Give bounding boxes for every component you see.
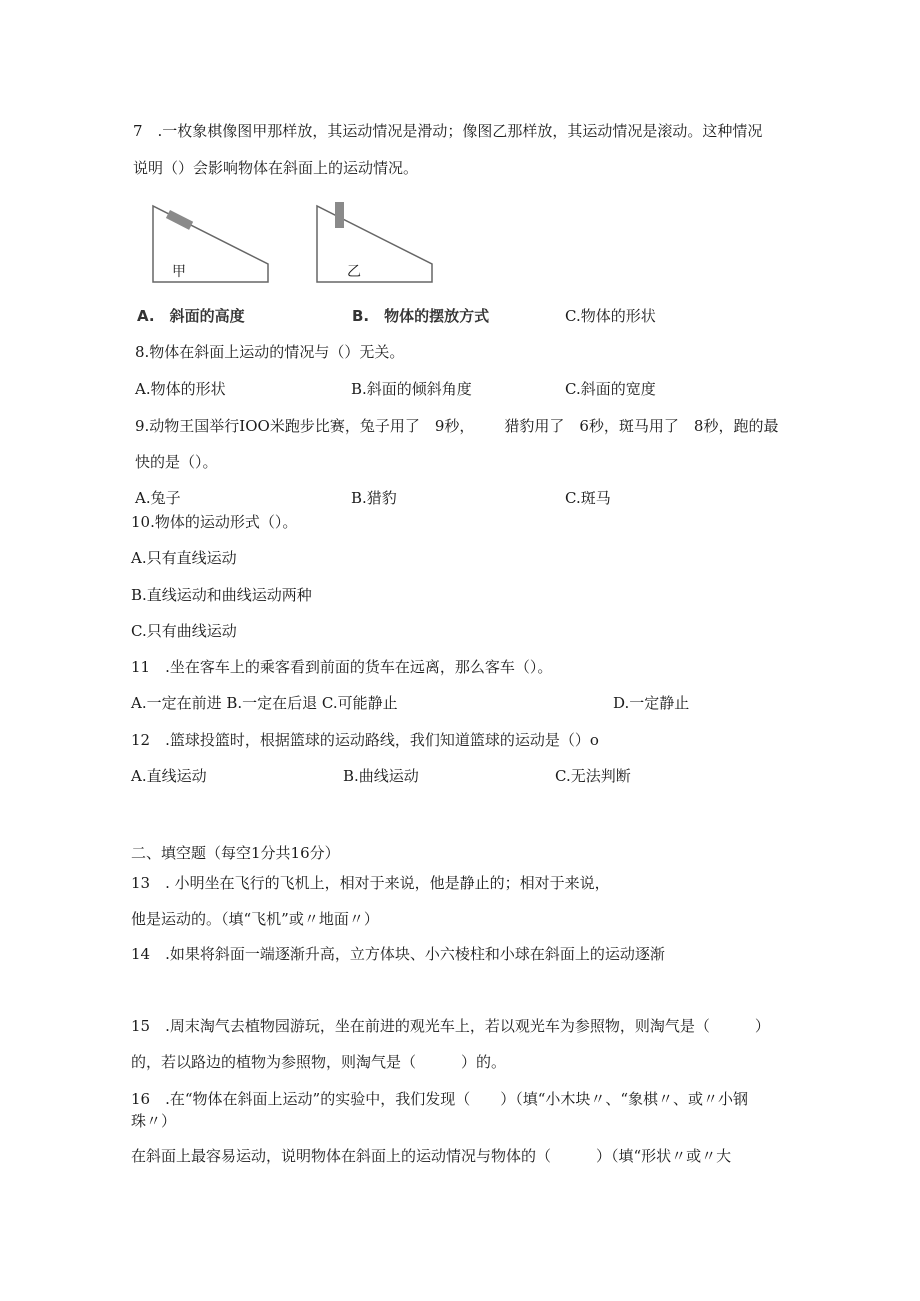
q11-options-abc: A.一定在前进 B.一定在后退 C.可能静止: [131, 694, 398, 712]
q10-stem: 10.物体的运动形式（）。: [131, 513, 298, 531]
q14-stem: 14 .如果将斜面一端逐渐升高，立方体块、小六棱柱和小球在斜面上的运动逐渐: [131, 945, 665, 963]
q7-option-b: B. 物体的摆放方式: [352, 307, 490, 325]
q8-option-a: A.物体的形状: [135, 380, 226, 398]
q11-stem: 11 .坐在客车上的乘客看到前面的货车在远离，那么客车（）。: [131, 658, 553, 676]
section2-title: 二、填空题（每空1分共16分）: [131, 844, 340, 862]
q12-option-c: C.无法判断: [555, 767, 631, 785]
q7-option-a: A. 斜面的高度: [137, 307, 245, 325]
figure-b-label: 乙: [347, 264, 361, 280]
incline-figure-a: [150, 200, 275, 286]
q10-option-b: B.直线运动和曲线运动两种: [131, 586, 312, 604]
q9-line1: 9.动物王国举行IOO米跑步比赛，兔子用了 9秒， 猎豹用了 6秒，斑马用了 8秒，跑的最: [135, 417, 779, 435]
q13-line2: 他是运动的。（填“飞机”或〃地面〃）: [131, 910, 379, 928]
q10-option-a: A.只有直线运动: [131, 549, 237, 567]
q9-option-b: B.猎豹: [351, 489, 397, 507]
q12-option-b: B.曲线运动: [343, 767, 419, 785]
figure-a-label: 甲: [172, 264, 186, 280]
q12-option-a: A.直线运动: [131, 767, 207, 785]
q13-line1: 13 . 小明坐在飞行的飞机上，相对于来说，他是静止的；相对于来说，: [131, 874, 610, 892]
incline-figure-b: [314, 200, 439, 286]
q7-line2: 说明（）会影响物体在斜面上的运动情况。: [133, 159, 419, 177]
q9-option-a: A.兔子: [135, 489, 181, 507]
q8-stem: 8.物体在斜面上运动的情况与（）无关。: [135, 343, 405, 361]
q16-line1: 16 .在“物体在斜面上运动”的实验中，我们发现（ ）（填“小木块〃、“象棋〃、或〃小钢: [131, 1090, 749, 1108]
q9-option-c: C.斑马: [565, 489, 611, 507]
q16-line2: 珠〃）: [131, 1112, 177, 1130]
q15-line2: 的，若以路边的植物为参照物，则淘气是（ ）的。: [131, 1053, 507, 1071]
q7-line1: 7 .一枚象棋像图甲那样放，其运动情况是滑动；像图乙那样放，其运动情况是滚动。这种情况: [133, 122, 763, 140]
q9-line2: 快的是（）。: [135, 453, 218, 471]
q12-stem: 12 .篮球投篮时，根据篮球的运动路线，我们知道篮球的运动是（）o: [131, 731, 599, 749]
q7-option-c: C.物体的形状: [565, 307, 656, 325]
q11-option-d: D.一定静止: [613, 694, 690, 712]
q15-line1: 15 .周末淘气去植物园游玩，坐在前进的观光车上，若以观光车为参照物，则淘气是（ ）: [131, 1017, 770, 1035]
q8-option-b: B.斜面的倾斜角度: [351, 380, 472, 398]
q8-option-c: C.斜面的宽度: [565, 380, 656, 398]
q16-line3: 在斜面上最容易运动，说明物体在斜面上的运动情况与物体的（ ）（填“形状〃或〃大: [131, 1147, 732, 1165]
q10-option-c: C.只有曲线运动: [131, 622, 237, 640]
